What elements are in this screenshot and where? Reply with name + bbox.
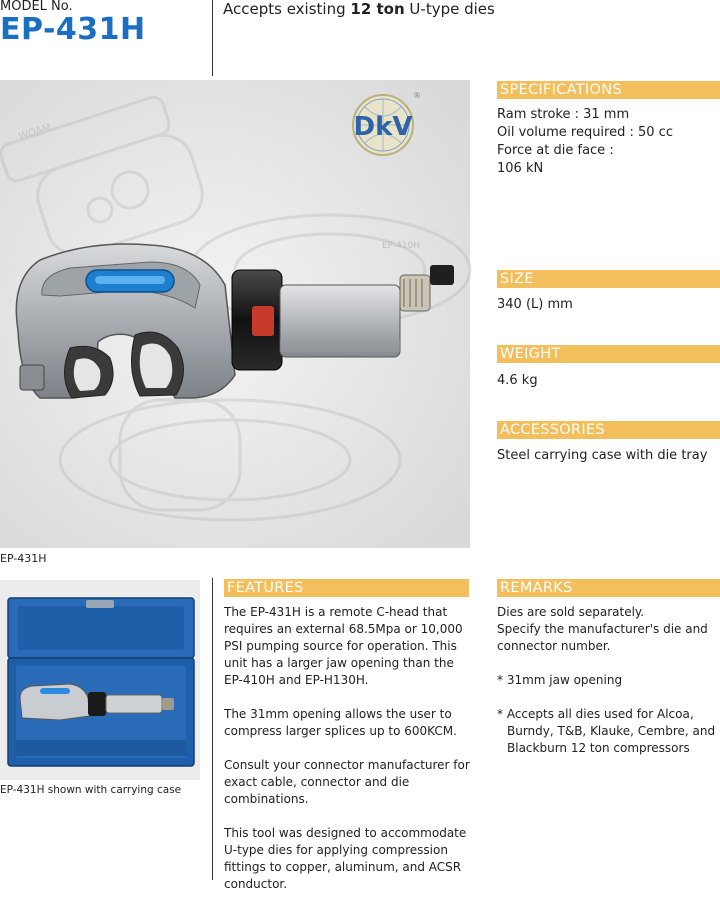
tagline [223, 0, 495, 18]
size-heading: SIZE [497, 270, 720, 288]
remarks-gap [497, 655, 720, 672]
specifications-heading: SPECIFICATIONS [497, 81, 720, 99]
features-divider [212, 578, 213, 880]
spec-line: Force at die face : [497, 143, 614, 158]
accessories-heading: ACCESSORIES [497, 421, 720, 439]
spec-line: Ram stroke : 31 mm [497, 107, 630, 122]
specifications-body [497, 106, 720, 178]
features-heading: FEATURES [224, 579, 469, 597]
remarks-gap [497, 689, 720, 706]
tagline-bold: 12 ton [350, 0, 405, 18]
remarks-body [497, 604, 720, 757]
header-divider [212, 0, 213, 76]
model-label: MODEL No. [0, 0, 73, 14]
remarks-line: Specify the manufacturer's die and connector number. [497, 622, 708, 653]
size-value: 340 (L) mm [497, 297, 573, 312]
tagline-post: U-type dies [404, 0, 495, 18]
features-paragraph: Consult your connector manufacturer for exact cable, connector and die combinations. [224, 758, 470, 806]
remarks-line: Dies are sold separately. [497, 605, 645, 619]
ghost-label-1: EP-410H [382, 241, 421, 251]
logo-mark: ® [413, 91, 421, 100]
remarks-line: Blackburn 12 ton compressors [507, 741, 690, 755]
features-paragraph: The 31mm opening allows the user to compress larger splices up to 600KCM. [224, 707, 457, 738]
remarks-heading: REMARKS [497, 579, 720, 597]
spec-line: Oil volume required : 50 cc [497, 125, 673, 140]
remarks-line: * Accepts all dies used for Alcoa, [497, 707, 694, 721]
case-caption: EP-431H shown with carrying case [0, 784, 182, 796]
ghost-label-2: WOAM [17, 122, 53, 143]
carrying-case-photo [0, 580, 200, 780]
accessories-value: Steel carrying case with die tray [497, 448, 708, 463]
features-body [224, 604, 470, 910]
tool-label-sticker [252, 306, 274, 336]
logo-text: DkV [353, 112, 413, 142]
remarks-line: Burndy, T&B, Klauke, Cembre, and [507, 724, 716, 738]
tagline-pre: Accepts existing [223, 0, 351, 18]
weight-value: 4.6 kg [497, 373, 538, 388]
spec-line: 106 kN [497, 161, 544, 176]
hero-caption: EP-431H [0, 552, 47, 565]
features-paragraph: The EP-431H is a remote C-head that requires an external 68.5Mpa or 10,000 PSI pumping source for operation. This unit has a larger jaw opening than the EP-410H and EP-H130H. [224, 605, 463, 687]
features-paragraph: This tool was designed to accommodate U-type dies for applying compression fittings to copper, aluminum, and ACSR conductor. [224, 826, 467, 891]
hero-product-photo [0, 80, 470, 548]
remarks-line: * 31mm jaw opening [497, 673, 623, 687]
weight-heading: WEIGHT [497, 345, 720, 363]
model-number: EP-431H [0, 12, 146, 47]
